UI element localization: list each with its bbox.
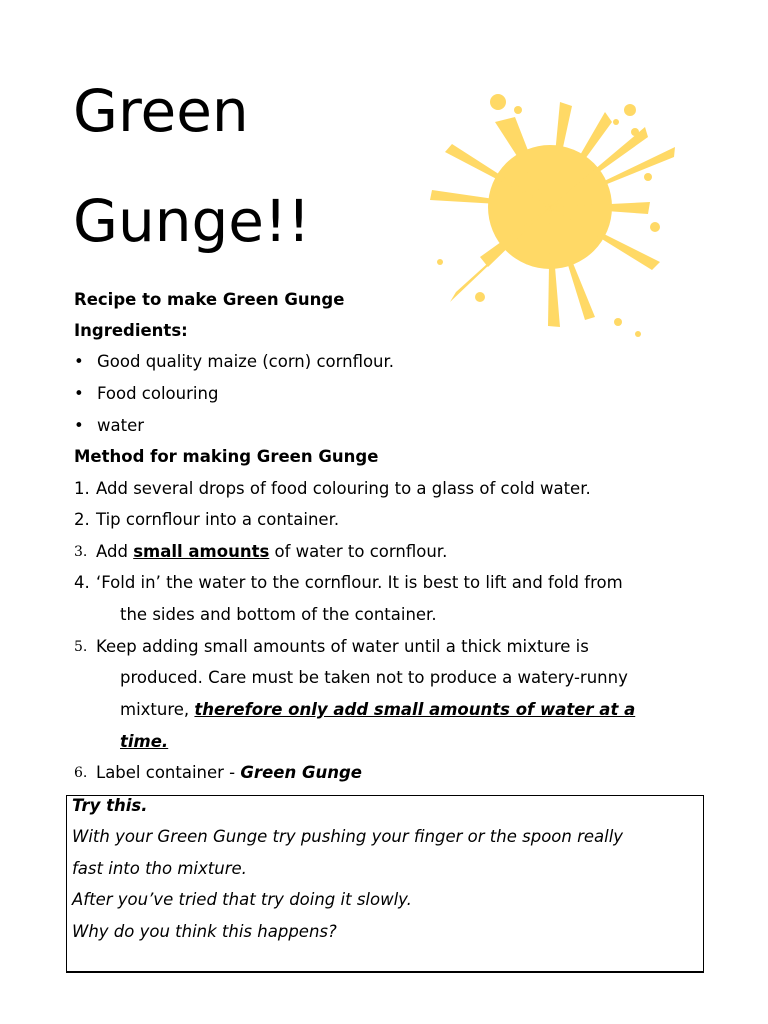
step-5-line-3-pre: mixture, [120,700,195,719]
step-1-number: 1. [74,479,90,498]
recipe-heading: Recipe to make Green Gunge [74,290,345,309]
step-1-text: Add several drops of food colouring to a glass of cold water. [96,479,591,498]
step-4-number: 4. [74,573,90,592]
title-line-2: Gunge!! [73,187,311,255]
step-5-line-2: produced. Care must be taken not to produce a watery-runny [120,668,628,687]
method-heading: Method for making Green Gunge [74,447,379,466]
step-6-emphasis: Green Gunge [240,763,362,782]
step-3-emphasis: small amounts [133,542,270,561]
title-line-1: Green [73,77,249,145]
step-5-number: 5. [74,639,88,655]
step-5-line-4: time. [120,732,169,751]
step-3-text [96,542,447,562]
ingredient-item: water [97,416,145,435]
step-5-line-1: Keep adding small amounts of water until a thick mixture is [96,637,589,656]
bullet-dot-icon: • [74,352,84,371]
step-2-text: Tip cornflour into a container. [96,510,340,529]
bullet-dot-icon: • [74,416,84,435]
step-5-emphasis: therefore only add small amounts of water at a [194,700,636,719]
try-this-line-1: With your Green Gunge try pushing your finger or the spoon really [72,827,624,846]
try-this-line-4: Why do you think this happens? [72,922,337,941]
step-3-number: 3. [74,544,88,560]
ingredient-item: Food colouring [97,384,219,403]
step-4-line-1: ‘Fold in’ the water to the cornflour. It is best to lift and fold from [96,573,623,592]
step-5-line-3 [120,700,635,720]
yellow-paint-splat-icon [420,92,680,342]
step-2-number: 2. [74,510,90,529]
try-this-box [66,795,704,973]
ingredient-item: Good quality maize (corn) cornflour. [97,352,395,371]
step-6-number: 6. [74,765,88,781]
try-this-heading: Try this. [72,796,148,815]
step-3-post: of water to cornflour. [269,542,448,561]
step-4-line-2: the sides and bottom of the container. [120,605,437,624]
step-3-pre: Add [96,542,134,561]
try-this-line-2: fast into tho mixture. [72,859,247,878]
ingredients-heading: Ingredients: [74,321,188,340]
step-6-pre: Label container - [96,763,241,782]
step-6-text [96,763,362,783]
try-this-line-3: After you’ve tried that try doing it slowly. [72,890,412,909]
bullet-dot-icon: • [74,384,84,403]
